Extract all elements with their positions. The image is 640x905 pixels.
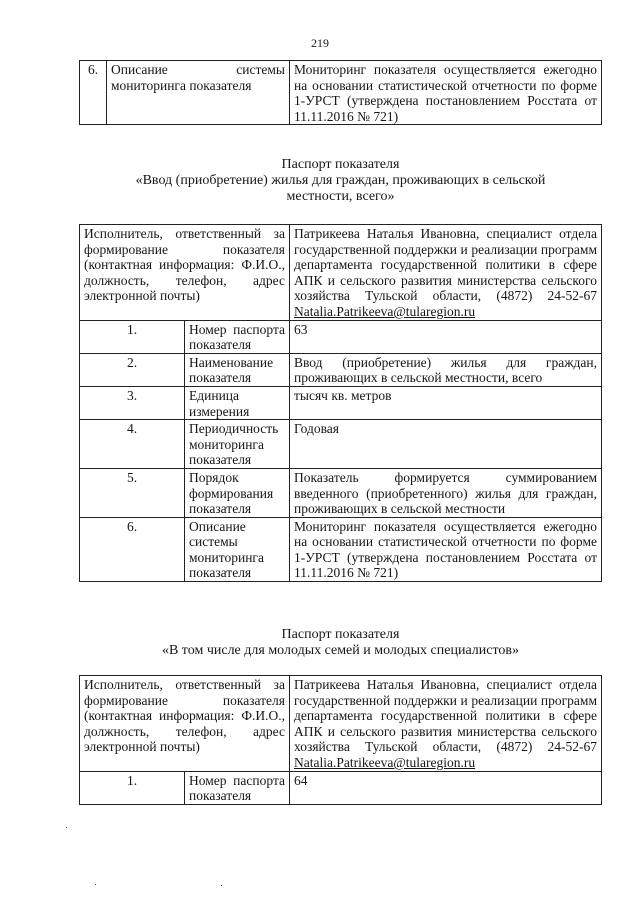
passport-table	[79, 675, 602, 805]
table-row	[80, 61, 602, 125]
row-value: Мониторинг показателя осуществляется ежегодно на основании статистической отчетности по форме 1-УРСТ (утверждена постановлением Росстата от 11.11.2016 № 721)	[290, 517, 602, 581]
table-row	[80, 320, 602, 353]
table-row	[80, 517, 602, 581]
row-number: 6.	[80, 61, 107, 125]
passport-indicator-name-line: «В том числе для молодых семей и молодых специалистов»	[161, 643, 520, 658]
passport-indicator-name-line: «Ввод (приобретение) жилья для граждан, проживающих в сельской	[135, 173, 546, 188]
executor-label: Исполнитель, ответственный за формирование показателя (контактная информация: Ф.И.О., должность, телефон, адрес электронной почты)	[80, 676, 290, 772]
executor-value	[290, 676, 602, 772]
row-number: 3.	[80, 386, 185, 419]
row-number: 5.	[80, 468, 185, 517]
executor-contact: Патрикеева Наталья Ивановна, специалист отдела государственной поддержки и реализации программ департамента государственной политики в сфере АПК и сельского развития министерства сельского хозяйства Тульской области, (4872) 24-52-67	[294, 226, 597, 304]
row-number: 1.	[80, 771, 185, 804]
executor-email-link[interactable]: Natalia.Patrikeeva@tularegion.ru	[294, 303, 476, 319]
page-number: 219	[311, 36, 329, 50]
scan-speck	[95, 884, 96, 885]
passport-heading: Паспорт показателя	[281, 627, 400, 642]
row-value: Мониторинг показателя осуществляется ежегодно на основании статистической отчетности по форме 1-УРСТ (утверждена постановлением Росстата от 11.11.2016 № 721)	[290, 61, 602, 125]
table-row	[80, 771, 602, 804]
table-row	[80, 468, 602, 517]
row-value: тысяч кв. метров	[290, 386, 602, 419]
executor-value	[290, 225, 602, 321]
passport-heading: Паспорт показателя	[281, 157, 400, 172]
executor-row	[80, 676, 602, 772]
executor-email-link[interactable]: Natalia.Patrikeeva@tularegion.ru	[294, 754, 476, 770]
passport-title	[79, 627, 602, 659]
row-number: 4.	[80, 420, 185, 469]
scan-speck	[66, 827, 67, 828]
table-row	[80, 420, 602, 469]
row-value: 64	[290, 771, 602, 804]
row-value: 63	[290, 320, 602, 353]
scan-speck	[221, 885, 222, 886]
executor-contact: Патрикеева Наталья Ивановна, специалист отдела государственной поддержки и реализации программ департамента государственной политики в сфере АПК и сельского развития министерства сельского хозяйства Тульской области, (4872) 24-52-67	[294, 677, 597, 755]
executor-row	[80, 225, 602, 321]
row-value: Показатель формируется суммированием введенного (приобретенного) жилья для граждан, проживающих в сельской местности	[290, 468, 602, 517]
row-number: 6.	[80, 517, 185, 581]
executor-label: Исполнитель, ответственный за формирование показателя (контактная информация: Ф.И.О., должность, телефон, адрес электронной почты)	[80, 225, 290, 321]
row-number: 1.	[80, 320, 185, 353]
passport-table	[79, 224, 602, 582]
row-value: Годовая	[290, 420, 602, 469]
row-label: Номер паспорта показателя	[185, 771, 290, 804]
row-value: Ввод (приобретение) жилья для граждан, проживающих в сельской местности, всего	[290, 353, 602, 386]
passport-title	[79, 157, 602, 205]
row-label: Наименование показателя	[185, 353, 290, 386]
row-label: Единица измерения	[185, 386, 290, 419]
row-label: Описание системы мониторинга показателя	[185, 517, 290, 581]
row-label: Порядок формирования показателя	[185, 468, 290, 517]
row-label: Номер паспорта показателя	[185, 320, 290, 353]
row-number: 2.	[80, 353, 185, 386]
passport-indicator-name-line: местности, всего»	[286, 189, 395, 204]
table-row	[80, 353, 602, 386]
row-label: Описание системы мониторинга показателя	[107, 61, 290, 125]
continued-table	[79, 60, 602, 125]
table-row	[80, 386, 602, 419]
row-label: Периодичность мониторинга показателя	[185, 420, 290, 469]
